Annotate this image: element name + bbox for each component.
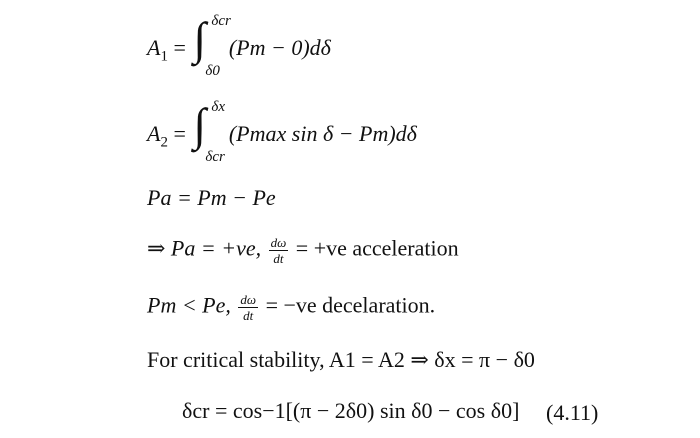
accel-fraction	[269, 236, 289, 265]
a2-lhs-sub: 2	[160, 134, 168, 151]
a1-lower-limit: δ0	[205, 63, 220, 79]
equation-delta-cr: δcr = cos−1[(π − 2δ0) sin δ0 − cos δ0]	[182, 398, 520, 423]
decel-prefix: Pm < Pe,	[147, 292, 231, 318]
decel-fraction	[238, 293, 258, 322]
a1-integrand: (Pm − 0)dδ	[228, 35, 331, 61]
a1-lhs: A	[147, 35, 161, 61]
decel-suffix: = −ve decelaration.	[265, 292, 436, 318]
a2-lower-limit: δcr	[205, 149, 225, 165]
accel-denominator: dt	[273, 251, 284, 266]
a1-upper-limit: δcr	[211, 13, 231, 29]
a2-upper-limit: δx	[211, 99, 225, 115]
decel-numerator: dω	[240, 292, 257, 307]
integral-sign: ∫ δx δcr	[193, 99, 225, 165]
equation-deceleration	[147, 293, 435, 322]
a2-integrand: (Pmax sin δ − Pm)dδ	[228, 121, 417, 147]
equation-pa-definition: Pa = Pm − Pe	[147, 185, 276, 210]
equation-a2	[147, 99, 417, 165]
a1-equals: =	[173, 35, 186, 61]
equation-number: (4.11)	[546, 400, 599, 425]
accel-suffix: = +ve acceleration	[295, 235, 459, 261]
a2-equals: =	[173, 121, 186, 147]
critical-stability-line: For critical stability, A1 = A2 ⇒ δx = π − δ0	[147, 347, 535, 372]
integral-sign: ∫ δcr δ0	[193, 13, 231, 79]
a2-lhs: A	[147, 121, 161, 147]
accel-prefix: ⇒ Pa = +ve,	[147, 235, 262, 261]
a1-lhs-sub: 1	[160, 48, 168, 65]
accel-numerator: dω	[270, 235, 287, 250]
decel-denominator: dt	[243, 308, 254, 323]
equation-a1	[147, 13, 331, 79]
equation-acceleration	[147, 236, 459, 265]
